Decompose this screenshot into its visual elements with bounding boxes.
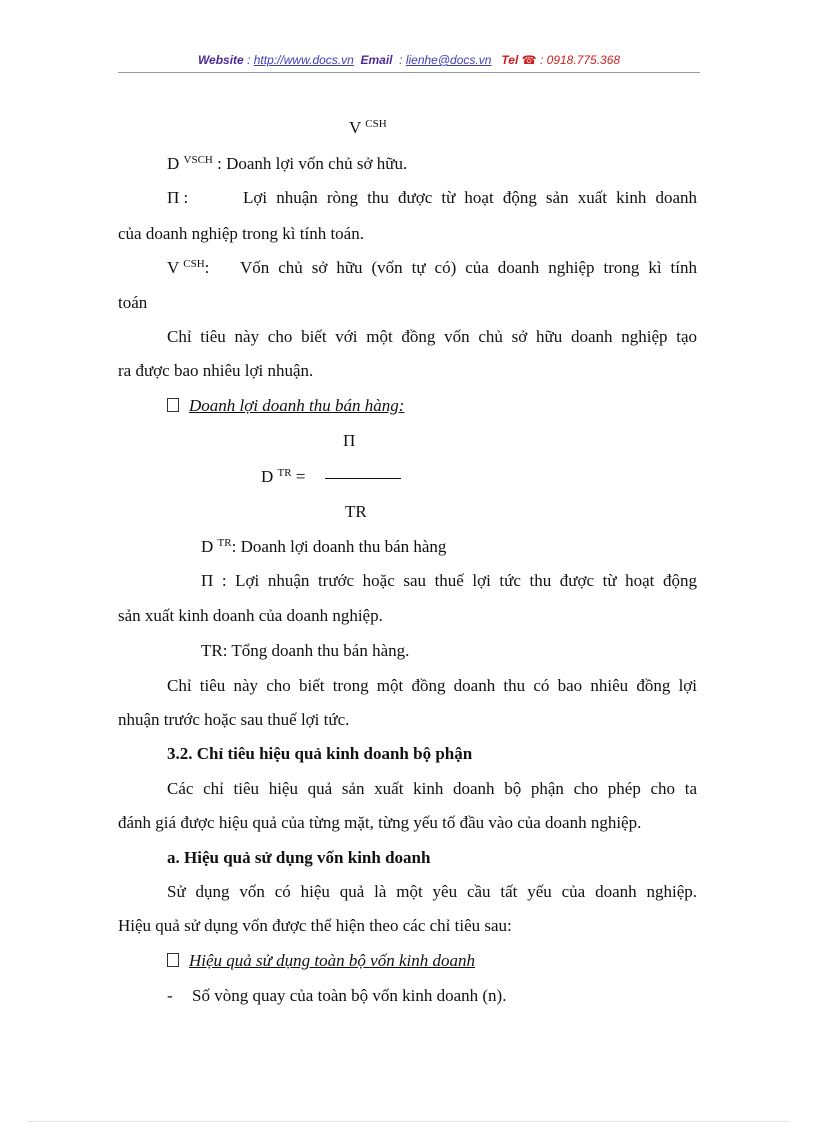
website-link[interactable]: http://www.docs.vn: [253, 53, 354, 67]
formula-numerator: Π: [343, 431, 356, 450]
bullet-dash: -: [167, 986, 173, 1005]
checkbox-bullet-icon: [167, 398, 179, 412]
subsection-heading-a: a. Hiệu quả sử dụng vốn kinh doanh: [167, 848, 431, 867]
heading-doanh-loi-doanh-thu: Doanh lợi doanh thu bán hàng:: [167, 396, 404, 416]
para1-line1: Chỉ tiêu này cho biết với một đồng vốn chủ sở hữu doanh nghiệp tạo: [167, 327, 697, 346]
email-label: Email: [360, 53, 393, 67]
fraction-bar: [325, 478, 401, 479]
def-vcsh-symbol: V $^{CSH}$:: [167, 258, 210, 277]
section-heading-3-2: 3.2. Chỉ tiêu hiệu quả kinh doanh bộ phận: [167, 744, 473, 763]
def-tr: TR: Tổng doanh thu bán hàng.: [201, 641, 410, 660]
def-pi2-line1: Π : Lợi nhuận trước hoặc sau thuế lợi tức thu được từ hoạt động: [201, 571, 697, 590]
tel-label: Tel: [501, 53, 519, 67]
website-label: Website: [197, 53, 244, 67]
def-pi2-line2: sản xuất kinh doanh của doanh nghiệp.: [118, 606, 383, 625]
formula-lhs: D $^{TR}$ =: [261, 467, 306, 486]
def-vcsh-line2: toán: [118, 293, 148, 312]
email-link[interactable]: lienhe@docs.vn: [405, 53, 492, 67]
checkbox-bullet-icon: [167, 953, 179, 967]
para2-line1: Chỉ tiêu này cho biết trong một đồng doanh thu có bao nhiêu đồng lợi: [167, 676, 697, 695]
def-dvsch: D $^{VSCH}$ : Doanh lợi vốn chủ sở hữu.: [167, 154, 408, 173]
heading-hieu-qua-toan-bo-von: Hiệu quả sử dụng toàn bộ vốn kinh doanh: [167, 951, 475, 971]
para3-line2: đánh giá được hiệu quả của từng mặt, từng yếu tố đầu vào của doanh nghiệp.: [118, 813, 642, 832]
para2-line2: nhuận trước hoặc sau thuế lợi tức.: [118, 710, 350, 729]
phone-number: 0918.775.368: [546, 53, 621, 67]
formula-vcsh: V $^{CSH}$: [349, 118, 387, 137]
para3-line1: Các chỉ tiêu hiệu quả sản xuất kinh doanh bộ phận cho phép cho ta: [167, 779, 697, 798]
phone-icon: ☎: [521, 53, 537, 67]
formula-denominator: TR: [345, 502, 367, 521]
def-vcsh-line1: Vốn chủ sở hữu (vốn tự có) của doanh nghiệp trong kì tính: [240, 258, 697, 277]
para1-line2: ra được bao nhiêu lợi nhuận.: [118, 361, 314, 380]
def-dtr: D $^{TR}$: Doanh lợi doanh thu bán hàng: [201, 537, 447, 556]
bullet-text: Số vòng quay của toàn bộ vốn kinh doanh (n).: [192, 986, 507, 1005]
page-header: Website : http://www.docs.vn Email : lienhe@docs.vn Tel ☎ : 0918.775.368: [118, 50, 700, 73]
para4-line2: Hiệu quả sử dụng vốn được thể hiện theo các chỉ tiêu sau:: [118, 916, 512, 935]
page-bottom-rule: [28, 1121, 788, 1122]
def-pi-line2: của doanh nghiệp trong kì tính toán.: [118, 224, 364, 243]
para4-line1: Sử dụng vốn có hiệu quả là một yêu cầu tất yếu của doanh nghiệp.: [167, 882, 697, 901]
def-pi-symbol: Π :: [167, 188, 189, 207]
def-pi-line1: Lợi nhuận ròng thu được từ hoạt động sản xuất kinh doanh: [243, 188, 697, 207]
